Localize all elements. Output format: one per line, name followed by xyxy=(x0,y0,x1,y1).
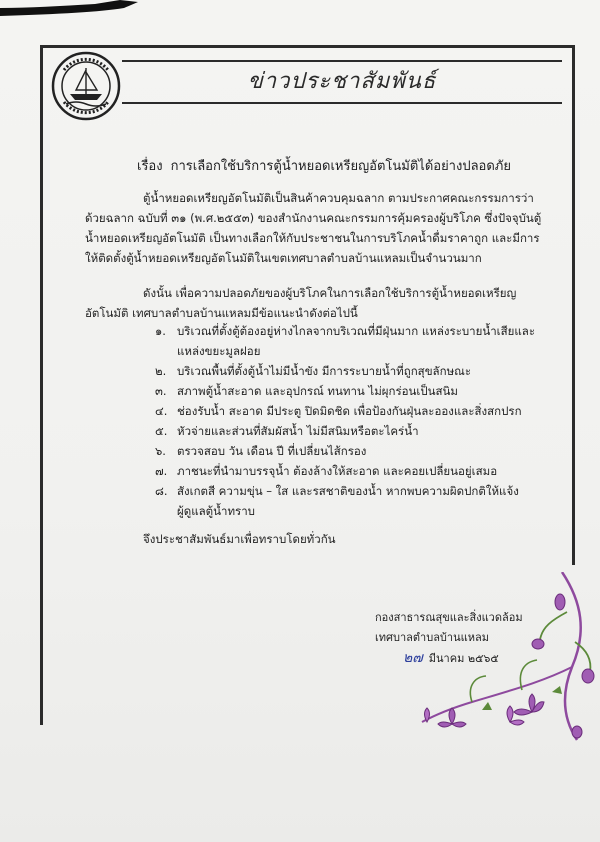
list-item-text: สภาพตู้น้ำสะอาด และอุปกรณ์ ทนทาน ไม่ผุกร่อนเป็นสนิม xyxy=(177,384,458,398)
municipal-seal-icon xyxy=(50,50,122,122)
subject-text: การเลือกใช้บริการตู้น้ำหยอดเหรียญอัตโนมัติได้อย่างปลอดภัย xyxy=(170,159,511,174)
subject-label: เรื่อง xyxy=(137,159,163,174)
list-item xyxy=(155,421,535,441)
body-paragraph-2: ดังนั้น เพื่อความปลอดภัยของผู้บริโภคในการเลือกใช้บริการตู้น้ำหยอดเหรียญอัตโนมัติ เทศบาลตำบลบ้านแหลมมีข้อแนะนำดังต่อไปนี้ xyxy=(85,286,517,320)
subject-line xyxy=(137,155,511,176)
list-item-text: ช่องรับน้ำ สะอาด มีประตู ปิดมิดชิด เพื่อป้องกันฝุ่นละอองและสิ่งสกปรก xyxy=(177,404,522,418)
list-item xyxy=(155,441,535,461)
frame-right-border xyxy=(572,45,575,565)
list-item xyxy=(155,321,535,341)
frame-left-border xyxy=(40,45,43,725)
title-banner xyxy=(122,60,562,104)
list-item-number: ๔. xyxy=(155,404,168,418)
document-title: ข่าวประชาสัมพันธ์ xyxy=(247,69,437,94)
closing-line: จึงประชาสัมพันธ์มาเพื่อทราบโดยทั่วกัน xyxy=(143,532,336,546)
recommendation-list xyxy=(155,321,535,521)
list-item-text: หัวจ่ายและส่วนที่สัมผัสน้ำ ไม่มีสนิมหรือตะไคร่น้ำ xyxy=(177,424,419,438)
list-item-number: ๘. xyxy=(155,484,168,498)
flower-vine-decoration-icon xyxy=(412,572,600,742)
list-item xyxy=(155,361,535,381)
list-item xyxy=(155,461,535,481)
list-item-number: ๑. xyxy=(155,324,166,338)
list-item-continuation: ผู้ดูแลตู้น้ำทราบ xyxy=(177,504,255,518)
list-item-number: ๕. xyxy=(155,424,168,438)
list-item-number: ๖. xyxy=(155,444,166,458)
list-item-text: บริเวณพื้นที่ตั้งตู้น้ำไม่มีน้ำขัง มีการระบายน้ำที่ถูกสุขลักษณะ xyxy=(177,364,471,378)
list-item-text: บริเวณที่ตั้งตู้ต้องอยู่ห่างไกลจากบริเวณที่มีฝุ่นมาก แหล่งระบายน้ำเสียและ xyxy=(177,324,536,338)
list-item-number: ๗. xyxy=(155,464,168,478)
frame-top-border xyxy=(40,45,575,48)
date-day: ๒๗ xyxy=(403,650,423,666)
list-item-text: ตรวจสอบ วัน เดือน ปี ที่เปลี่ยนไส้กรอง xyxy=(177,444,367,458)
list-item-text: สังเกตสี ความขุ่น – ใส และรสชาติของน้ำ หากพบความผิดปกติให้แจ้ง xyxy=(177,484,519,498)
date-month-year: มีนาคม ๒๕๖๕ xyxy=(428,652,499,665)
list-item xyxy=(155,381,535,401)
list-item-text: ภาชนะที่นำมาบรรจุน้ำ ต้องล้างให้สะอาด และคอยเปลี่ยนอยู่เสมอ xyxy=(177,464,498,478)
list-item-number: ๓. xyxy=(155,384,167,398)
corner-ink-mark xyxy=(0,0,140,40)
municipality-name: เทศบาลตำบลบ้านแหลม xyxy=(375,631,489,644)
list-item xyxy=(155,401,535,421)
list-item-continuation: แหล่งขยะมูลฝอย xyxy=(177,344,261,358)
body-paragraph-1: ตู้น้ำหยอดเหรียญอัตโนมัติเป็นสินค้าควบคุมฉลาก ตามประกาศคณะกรรมการว่าด้วยฉลาก ฉบับที่ ๓๑ (พ.ศ.๒๕๕๓) ของสำนักงานคณะกรรมการคุ้มครองผู้บริโภค ซึ่งปัจจุบันตู้น้ำหยอดเหรียญอัตโนมัติ เป็นทางเลือกให้กับประชาชนในการบริโภคน้ำดื่มราคาถูก และมีการให้ติดตั้งตู้น้ำหยอดเหรียญอัตโนมัติในเขตเทศบาลตำบลบ้านแหลมเป็นจำนวนมาก xyxy=(85,191,542,265)
list-item xyxy=(155,481,535,501)
division-name: กองสาธารณสุขและสิ่งแวดล้อม xyxy=(375,611,523,624)
list-item-number: ๒. xyxy=(155,364,167,378)
